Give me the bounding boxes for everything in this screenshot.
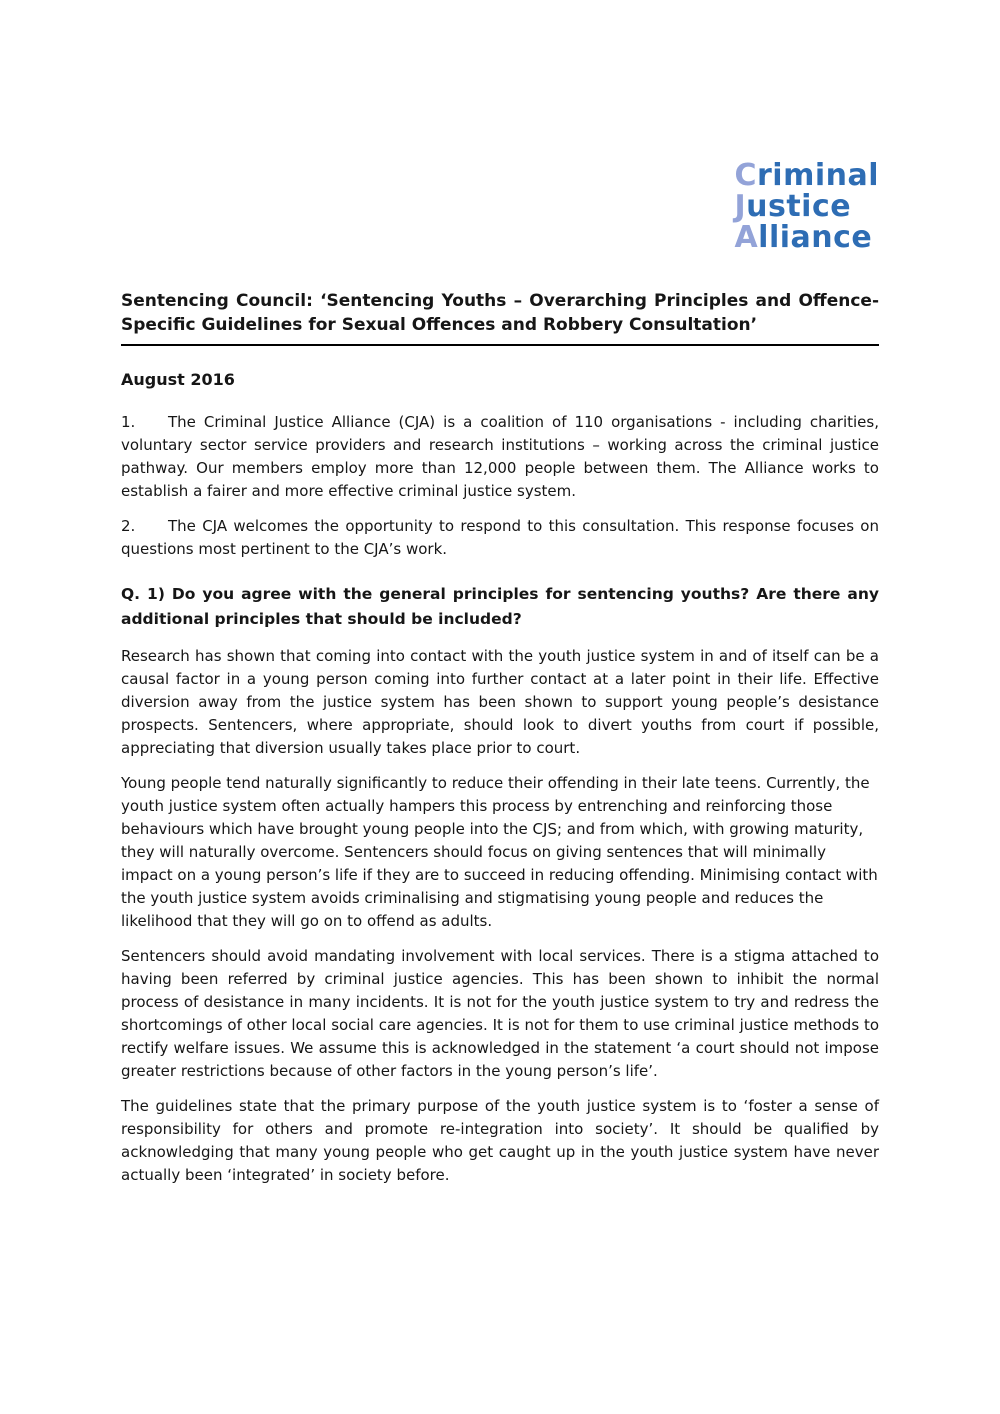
logo-line-criminal	[734, 160, 879, 191]
logo-initial-c: C	[734, 158, 757, 193]
document-title: Sentencing Council: ‘Sentencing Youths – Overarching Principles and Offence-Specific Guidelines for Sexual Offences and Robbery Consultation’	[121, 289, 879, 346]
numbered-paragraph-1	[121, 411, 879, 503]
logo-rest-ustice: ustice	[746, 189, 852, 224]
question-1-heading: Q. 1) Do you agree with the general principles for sentencing youths? Are there any additional principles that should be included?	[121, 585, 879, 628]
logo-rest-lliance: lliance	[758, 220, 873, 255]
logo-line-alliance	[734, 222, 879, 253]
numbered-paragraph-2	[121, 515, 879, 561]
logo-rest-riminal: riminal	[756, 158, 879, 193]
paragraph-number: 2.	[121, 517, 136, 535]
document-date: August 2016	[121, 370, 235, 389]
cja-logo	[734, 0, 879, 253]
paragraph-text: The Criminal Justice Alliance (CJA) is a coalition of 110 organisations - including charities, voluntary sector service providers and research institutions – working across the criminal justice pathway. Our members employ more than 12,000 people between them. The Alliance works to establish a fairer and more effective criminal justice system.	[121, 413, 879, 500]
answer-paragraph-1: Research has shown that coming into contact with the youth justice system in and of itself can be a causal factor in a young person coming into further contact at a later point in their life. Effective diversion away from the justice system has been shown to support young people’s desistance prospects. Sentencers, where appropriate, should look to divert youths from court if possible, appreciating that diversion usually takes place prior to court.	[121, 647, 879, 757]
logo-line-justice	[734, 191, 879, 222]
logo-initial-j: J	[734, 189, 747, 224]
answer-paragraph-4: The guidelines state that the primary purpose of the youth justice system is to ‘foster a sense of responsibility for others and promote re-integration into society’. It should be qualified by acknowledging that many young people who get caught up in the youth justice system have never actually been ‘integrated’ in society before.	[121, 1097, 879, 1184]
answer-paragraph-2: Young people tend naturally significantly to reduce their offending in their late teens. Currently, the youth justice system often actually hampers this process by entrenching and reinforcing those behaviours which have brought young people into the CJS; and from which, with growing maturity, they will naturally overcome. Sentencers should focus on giving sentences that will minimally impact on a young person’s life if they are to succeed in reducing offending. Minimising contact with the youth justice system avoids criminalising and stigmatising young people and reduces the likelihood that they will go on to offend as adults.	[121, 774, 878, 930]
paragraph-number: 1.	[121, 413, 136, 431]
logo-initial-a: A	[734, 220, 759, 255]
answer-paragraph-3: Sentencers should avoid mandating involvement with local services. There is a stigma attached to having been referred by criminal justice agencies. This has been shown to inhibit the normal process of desistance in many incidents. It is not for the youth justice system to try and redress the shortcomings of other local social care agencies. It is not for them to use criminal justice methods to rectify welfare issues. We assume this is acknowledged in the statement ‘a court should not impose greater restrictions because of other factors in the young person’s life’.	[121, 947, 879, 1080]
paragraph-text: The CJA welcomes the opportunity to respond to this consultation. This response focuses on questions most pertinent to the CJA’s work.	[121, 517, 879, 558]
